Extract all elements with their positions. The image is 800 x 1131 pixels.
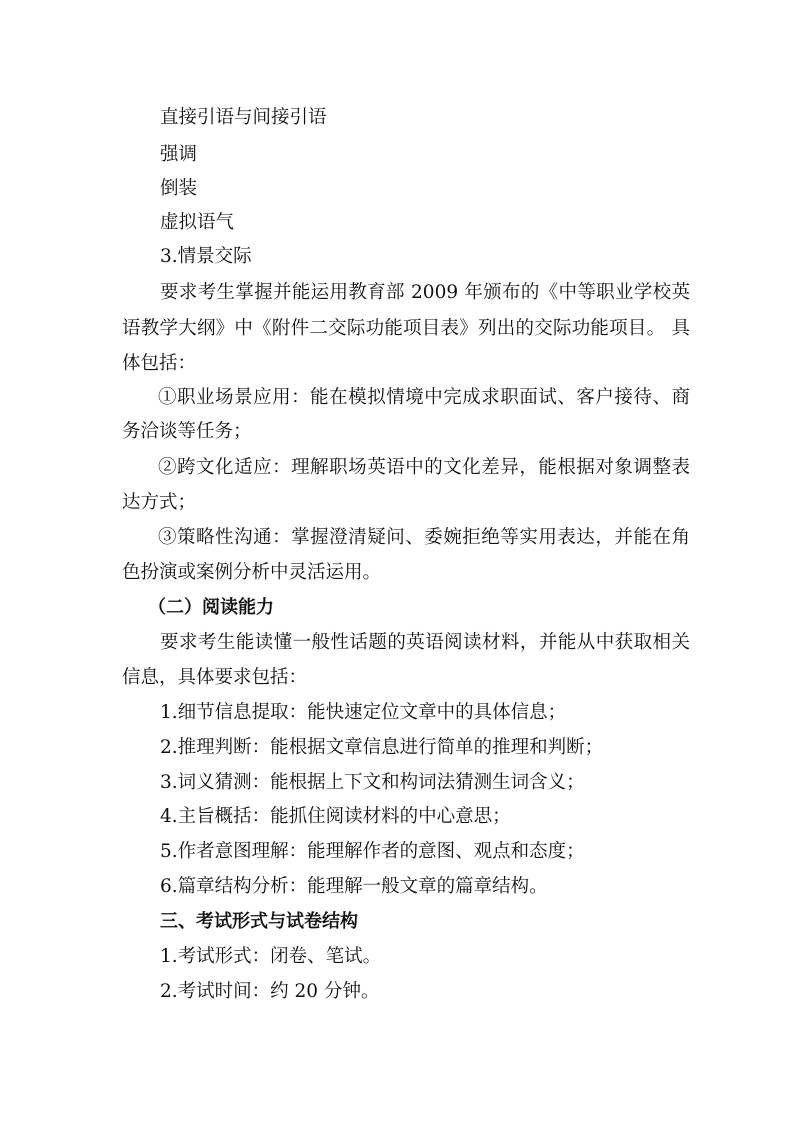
list-item-line: 达方式； [122, 492, 197, 513]
grammar-item: 直接引语与间接引语 [160, 107, 327, 128]
reading-list-item: 4.主旨概括：能抓住阅读材料的中心意思； [160, 806, 511, 827]
paragraph-line: 要求考生掌握并能运用教育部 2009 年颁布的《中等职业学校英 [160, 282, 690, 303]
paragraph-line: 信息，具体要求包括： [122, 667, 308, 688]
section-heading-reading: （二）阅读能力 [148, 597, 274, 618]
reading-list-item: 2.推理判断：能根据文章信息进行简单的推理和判断； [160, 737, 604, 758]
section-heading-situational: 3.情景交际 [160, 246, 252, 267]
list-item-line: ③策略性沟通：掌握澄清疑问、委婉拒绝等实用表达，并能在角 [158, 527, 690, 548]
section-heading-exam: 三、考试形式与试卷结构 [160, 911, 358, 932]
grammar-item: 虚拟语气 [160, 212, 235, 233]
grammar-item: 强调 [160, 144, 198, 165]
list-item-line: 务洽谈等任务； [122, 421, 252, 442]
paragraph-line: 要求考生能读懂一般性话题的英语阅读材料，并能从中获取相关 [160, 632, 690, 653]
grammar-item: 倒装 [160, 178, 198, 199]
list-item-line: 色扮演或案例分析中灵活运用。 [122, 562, 382, 583]
paragraph-line: 体包括： [122, 353, 197, 374]
reading-list-item: 1.细节信息提取：能快速定位文章中的具体信息； [160, 702, 567, 723]
reading-list-item: 5.作者意图理解：能理解作者的意图、观点和态度； [160, 841, 585, 862]
list-item-line: ②跨文化适应：理解职场英语中的文化差异，能根据对象调整表 [158, 457, 690, 478]
exam-list-item: 2.考试时间：约 20 分钟。 [160, 981, 380, 1002]
reading-list-item: 3.词义猜测：能根据上下文和构词法猜测生词含义； [160, 772, 585, 793]
reading-list-item: 6.篇章结构分析：能理解一般文章的篇章结构。 [160, 876, 548, 897]
exam-list-item: 1.考试形式：闭卷、笔试。 [160, 946, 382, 967]
paragraph-line: 语教学大纲》中《附件二交际功能项目表》列出的交际功能项目。 具 [122, 318, 690, 339]
list-item-line: ①职业场景应用：能在模拟情境中完成求职面试、客户接待、商 [158, 387, 690, 408]
